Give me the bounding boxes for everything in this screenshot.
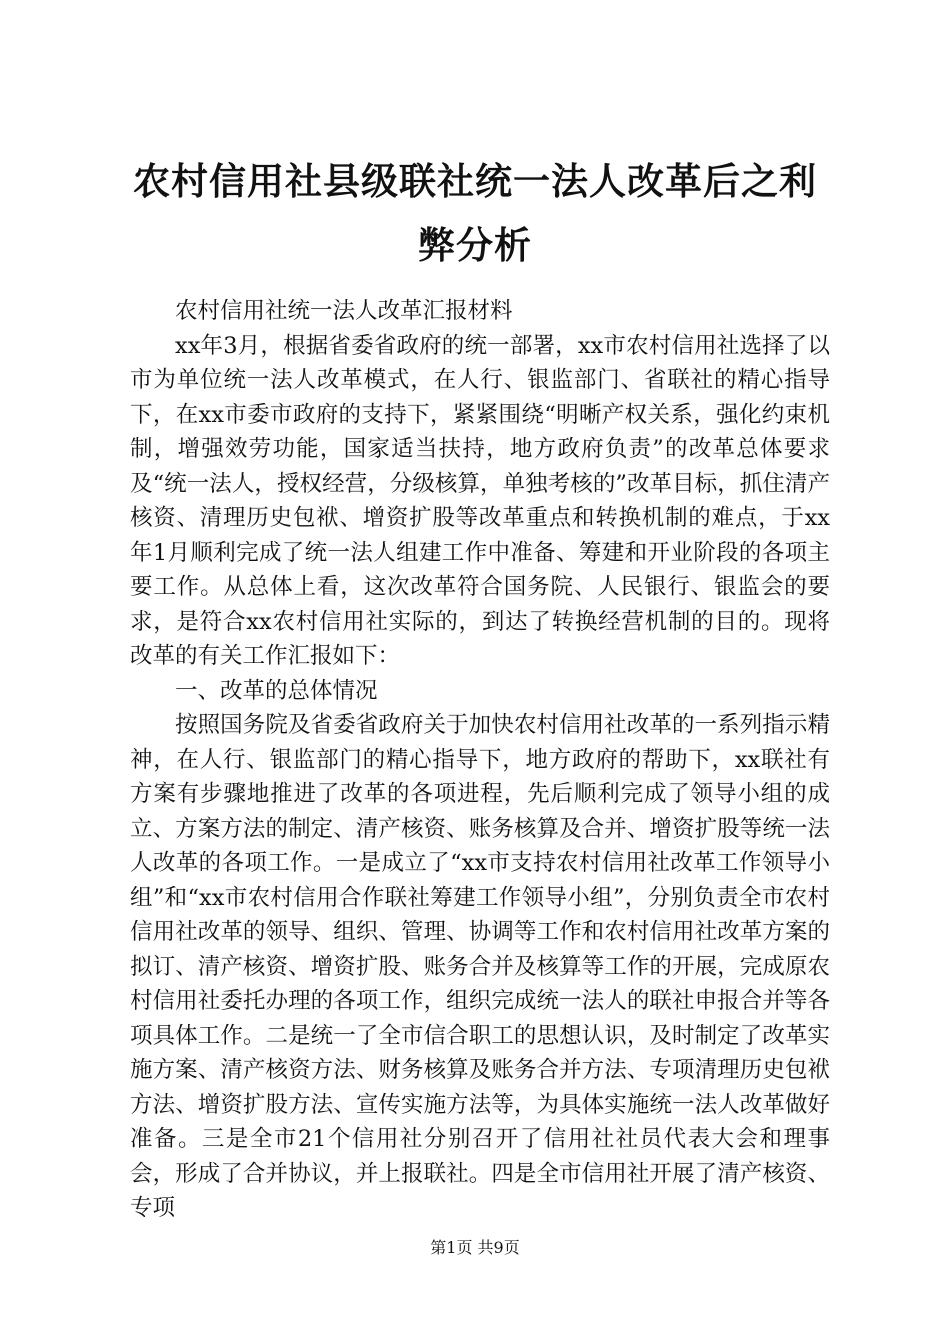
paragraph-overview: 按照国务院及省委省政府关于加快农村信用社改革的一系列指示精神，在人行、银监部门的精心指导下，地方政府的帮助下，xx联社有方案有步骤地推进了改革的各项进程，先后顺利完成了领导小组的成立、方案方法的制定、清产核资、账务核算及合并、增资扩股等统一法人改革的各项工作。一是成立了“xx市支持农村信用社改革工作领导小组”和“xx市农村信用合作联社筹建工作领导小组”，分别负责全市农村信用社改革的领导、组织、管理、协调等工作和农村信用社改革方案的拟订、清产核资、增资扩股、账务合并及核算等工作的开展，完成原农村信用社委托办理的各项工作，组织完成统一法人的联社申报合并等各项具体工作。二是统一了全市信合职工的思想认识，及时制定了改革实施方案、清产核资方法、财务核算及账务合并方法、专项清理历史包袱方法、增资扩股方法、宣传实施方法等，为具体实施统一法人改革做好准备。三是全市21个信用社分别召开了信用社社员代表大会和理事会，形成了合并协议，并上报联社。四是全市信用社开展了清产核资、专项: [130, 712, 830, 1221]
document-body: [130, 294, 830, 1226]
document-title: 农村信用社县级联社统一法人改革后之利弊分析: [133, 160, 817, 267]
paragraph-subtitle: 农村信用社统一法人改革汇报材料: [175, 298, 513, 324]
section-heading: 一、改革的总体情况: [175, 677, 378, 704]
paragraph-intro: xx年3月，根据省委省政府的统一部署，xx市农村信用社选择了以市为单位统一法人改革模式，在人行、银监部门、省联社的精心指导下，在xx市委市政府的支持下，紧紧围绕“明晰产权关系，强化约束机制，增强效劳功能，国家适当扶持，地方政府负责”的改革总体要求及“统一法人，授权经营，分级核算，单独考核的”改革目标，抓住清产核资、清理历史包袱、增资扩股等改革重点和转换机制的难点，于xx年1月顺利完成了统一法人组建工作中准备、筹建和开业阶段的各项主要工作。从总体上看，这次改革符合国务院、人民银行、银监会的要求，是符合xx农村信用社实际的，到达了转换经营机制的目的。现将改革的有关工作汇报如下：: [130, 332, 830, 669]
page-footer: 第1页 共9页: [430, 1238, 520, 1257]
